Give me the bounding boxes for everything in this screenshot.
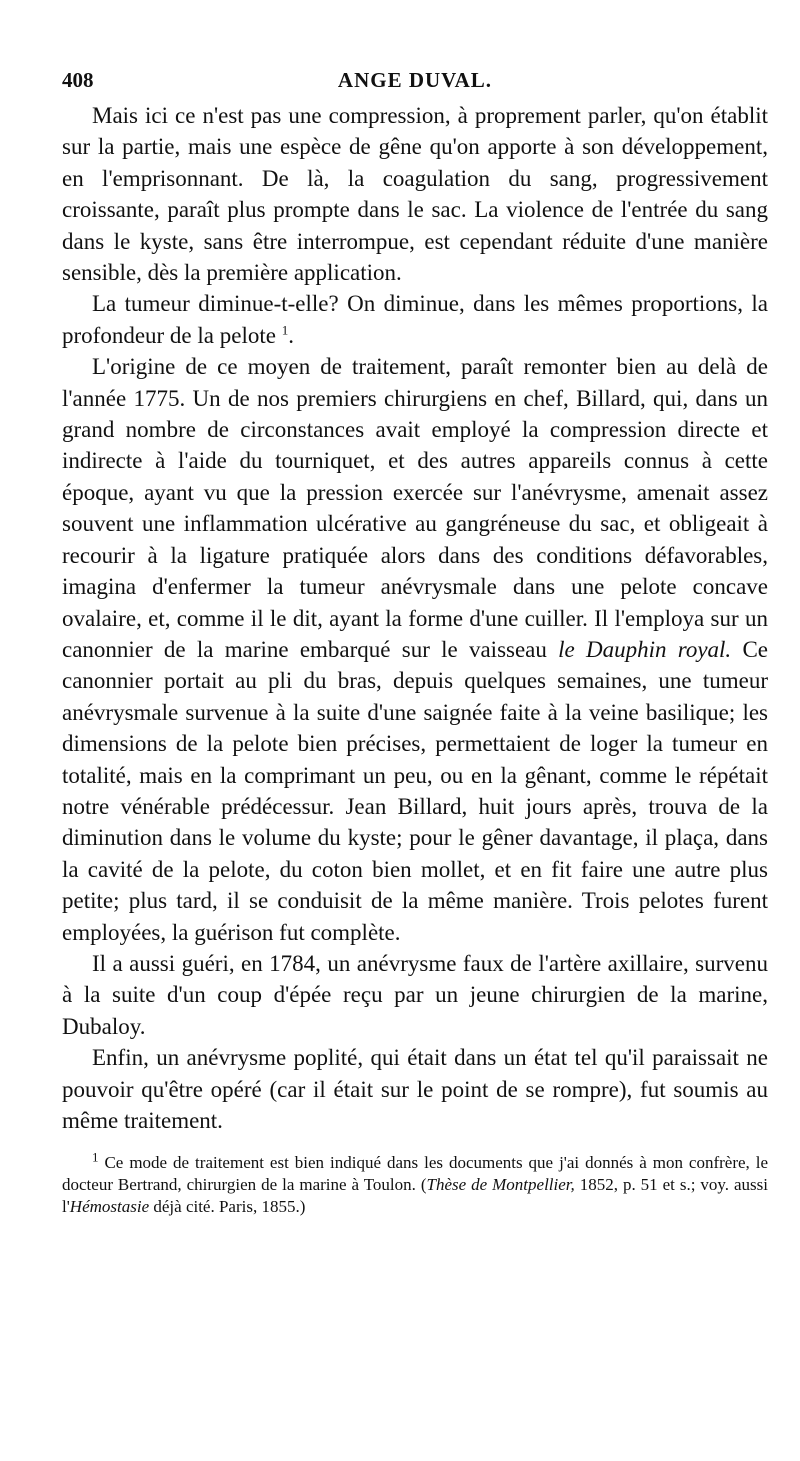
paragraph-3-text-a: L'origine de ce moyen de traitement, paraît remonter bien au delà de l'année 1775. Un de nos premiers chirurgiens en chef, Billard, qui, dans un grand nombre de circonstances avait employé la compression directe et indirecte à l'aide du tourniquet, et des autres appareils connus à cette époque, ayant vu que la pression exercée sur l'anévrysme, amenait assez souvent une inflammation ulcérative au gangréneuse du sac, et obligeait à recourir à la ligature pratiquée alors dans des conditions défavorables, imagina d'enfermer la tumeur anévrysmale dans une pelote concave ovalaire, et, comme il le dit, ayant la forme d'une cuiller. Il l'employa sur un canonnier de la marine embarqué sur le vaisseau (62, 354, 768, 662)
footnote-mark: 1 (92, 1149, 99, 1165)
footnote-reference: 1 (281, 322, 289, 338)
running-title: ANGE DUVAL. (337, 68, 493, 92)
book-page (62, 66, 768, 1218)
page-header (62, 66, 768, 100)
paragraph-3 (62, 351, 768, 948)
paragraph-2-text: La tumeur diminue-t-elle? On diminue, dans les mêmes proportions, la profondeur de la pelote (62, 291, 768, 348)
footnote-text-a: Ce mode de traitement est bien indiqué dans les documents que j'ai donnés à mon confrère, le docteur Bertrand, chirurgien de la marine à Toulon. ( (62, 1153, 769, 1195)
paragraph-5: Enfin, un anévrysme poplité, qui était dans un état tel qu'il paraissait ne pouvoir qu'être opéré (car il était sur le point de se rompre), fut soumis au même traitement. (62, 1045, 768, 1133)
paragraph-2-end: . (288, 322, 294, 348)
footnote-these: Thèse de Montpellier, (426, 1175, 575, 1195)
body-text (62, 100, 768, 1136)
page-number: 408 (62, 68, 94, 92)
paragraph-4: Il a aussi guéri, en 1784, un anévrysme faux de l'artère axillaire, survenu à la suite d'un coup d'épée reçu par un jeune chirurgien de la marine, Dubaloy. (62, 950, 768, 1039)
footnote-hemostasie: Hémostasie (69, 1197, 150, 1217)
footnote-text-b: 1852, p. 51 et s.; voy. aussi l' (62, 1175, 768, 1217)
paragraph-3-text-b: Ce canonnier portait au pli du bras, depuis quelques semaines, une tumeur anévrysmale survenue à la suite d'une saignée faite à la veine basilique; les dimensions de la pelote bien précises, permettaient de loger la tumeur en totalité, mais en la comprimant un peu, ou en la gênant, comme le répétait notre vénérable prédécessur. Jean Billard, huit jours après, trouva de la diminution dans le volume du kyste; pour le gêner davantage, il plaça, dans la cavité de la pelote, du coton bien mollet, et en fit faire une autre plus petite; plus tard, il se conduisit de la même manière. Trois pelotes furent employées, la guérison fut complète. (62, 636, 768, 945)
footnote (62, 1149, 769, 1218)
footnote-text-c: déjà cité. Paris, 1855.) (153, 1197, 306, 1217)
paragraph-2 (62, 288, 768, 351)
ship-name: le Dauphin royal. (558, 636, 732, 662)
paragraph-1: Mais ici ce n'est pas une compression, à proprement parler, qu'on établit sur la partie, mais une espèce de gêne qu'on apporte à son développement, en l'emprisonnant. De là, la coagulation du sang, progressivement croissante, paraît plus prompte dans le sac. La violence de l'entrée du sang dans le kyste, sans être interrompue, est cependant réduite d'une manière sensible, dès la première application. (62, 103, 768, 286)
footnote-text (62, 1149, 769, 1218)
